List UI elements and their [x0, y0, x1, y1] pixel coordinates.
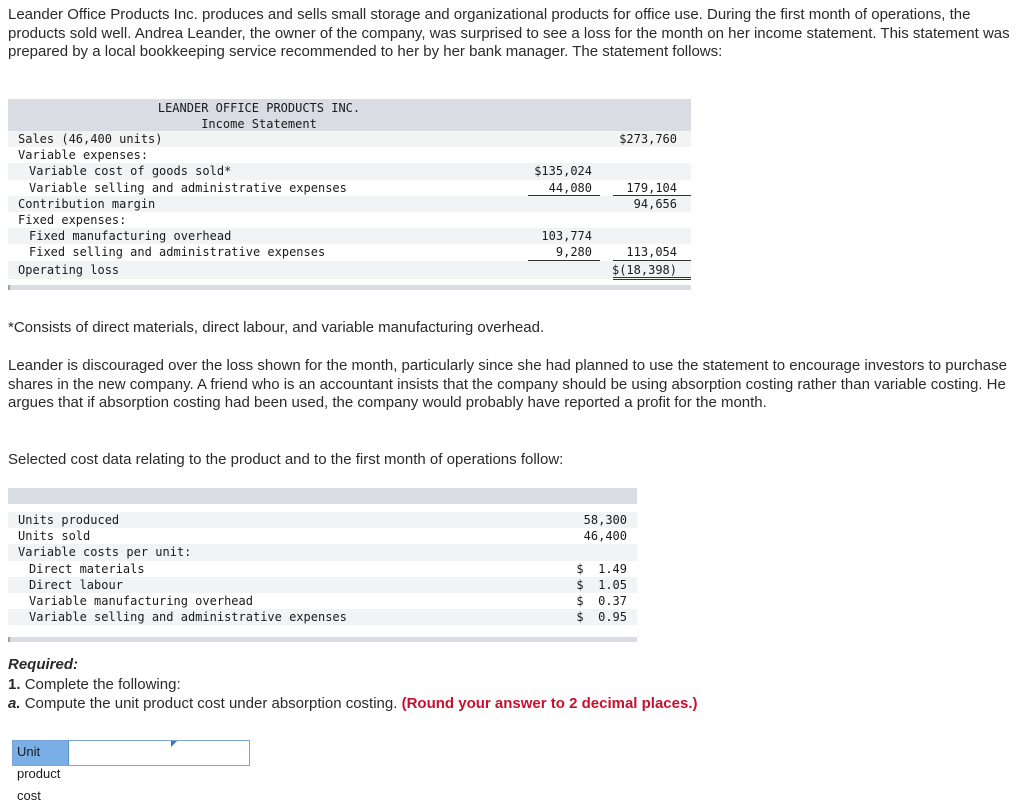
cost-data-intro: Selected cost data relating to the product and to the first month of operations follow: [8, 451, 564, 468]
cost-data-table [8, 488, 637, 642]
table-row: Fixed expenses: [18, 212, 127, 227]
company-name: LEANDER OFFICE PRODUCTS INC. [157, 101, 361, 115]
table-footer-bar [8, 285, 691, 290]
table-row: Contribution margin 94,656 [8, 196, 691, 212]
table-footer-bar [8, 637, 637, 642]
footnote: *Consists of direct materials, direct labour, and variable manufacturing overhead. [8, 319, 545, 336]
table-row: Fixed manufacturing overhead 103,774 [8, 228, 691, 244]
income-statement-table [8, 99, 691, 290]
intro-paragraph: Leander Office Products Inc. produces and sells small storage and organizational products for office use. During the first month of operations, the products sold well. Andrea Leander, the owner of the company, was surprised to see a loss for the month on her income statement. This statement was prepared by a local bookkeeping service recommended to her by her bank manager. The statement follows: [8, 6, 1010, 60]
table-row: Direct labour $ 1.05 [8, 577, 637, 593]
table-row: Variable selling and administrative expenses $ 0.95 [8, 609, 637, 625]
statement-title: Income Statement [201, 117, 317, 131]
table-row: Variable manufacturing overhead $ 0.37 [29, 593, 627, 608]
table-row: Units produced 58,300 [8, 512, 637, 528]
context-paragraph: Leander is discouraged over the loss shown for the month, particularly since she had planned to use the statement to encourage investors to purchase shares in the new company. A friend who is an accountant insists that the company should be using absorption costing rather than variable costing. He argues that if absorption costing had been used, the company would probably have reported a profit for the month. [8, 357, 1007, 411]
table-row: Variable costs per unit: [8, 544, 637, 560]
rounding-instruction: (Round your answer to 2 decimal places.) [401, 695, 698, 712]
table-row: Fixed selling and administrative expenses 9,280 113,054 [8, 244, 691, 260]
required-section: Required: 1. Complete the following: a. Compute the unit product cost under absorption costing. (Round your answer to 2 decimal places.) [8, 656, 698, 712]
required-heading: Required: [8, 656, 79, 673]
required-item: Complete the following: [24, 675, 181, 693]
required-subitem: Compute the unit product cost under absorption costing. [24, 695, 398, 712]
unit-product-cost-label: Unit product cost [13, 741, 69, 765]
answer-row [12, 740, 250, 803]
table-row: Variable expenses: [18, 148, 149, 163]
table-row: Units sold 46,400 [18, 529, 627, 544]
table-row: Sales (46,400 units) $273,760 [8, 131, 691, 147]
table-row: Operating loss $(18,398) [8, 261, 691, 279]
table-row: Variable selling and administrative expenses 44,080 179,104 [8, 180, 691, 196]
income-statement-header [8, 99, 691, 131]
unit-product-cost-input[interactable] [69, 741, 249, 765]
input-corner-marker-icon [171, 741, 177, 747]
table-row: Direct materials $ 1.49 [29, 561, 627, 576]
table-row: Variable cost of goods sold* $135,024 [8, 163, 691, 179]
cost-data-header [8, 488, 637, 504]
